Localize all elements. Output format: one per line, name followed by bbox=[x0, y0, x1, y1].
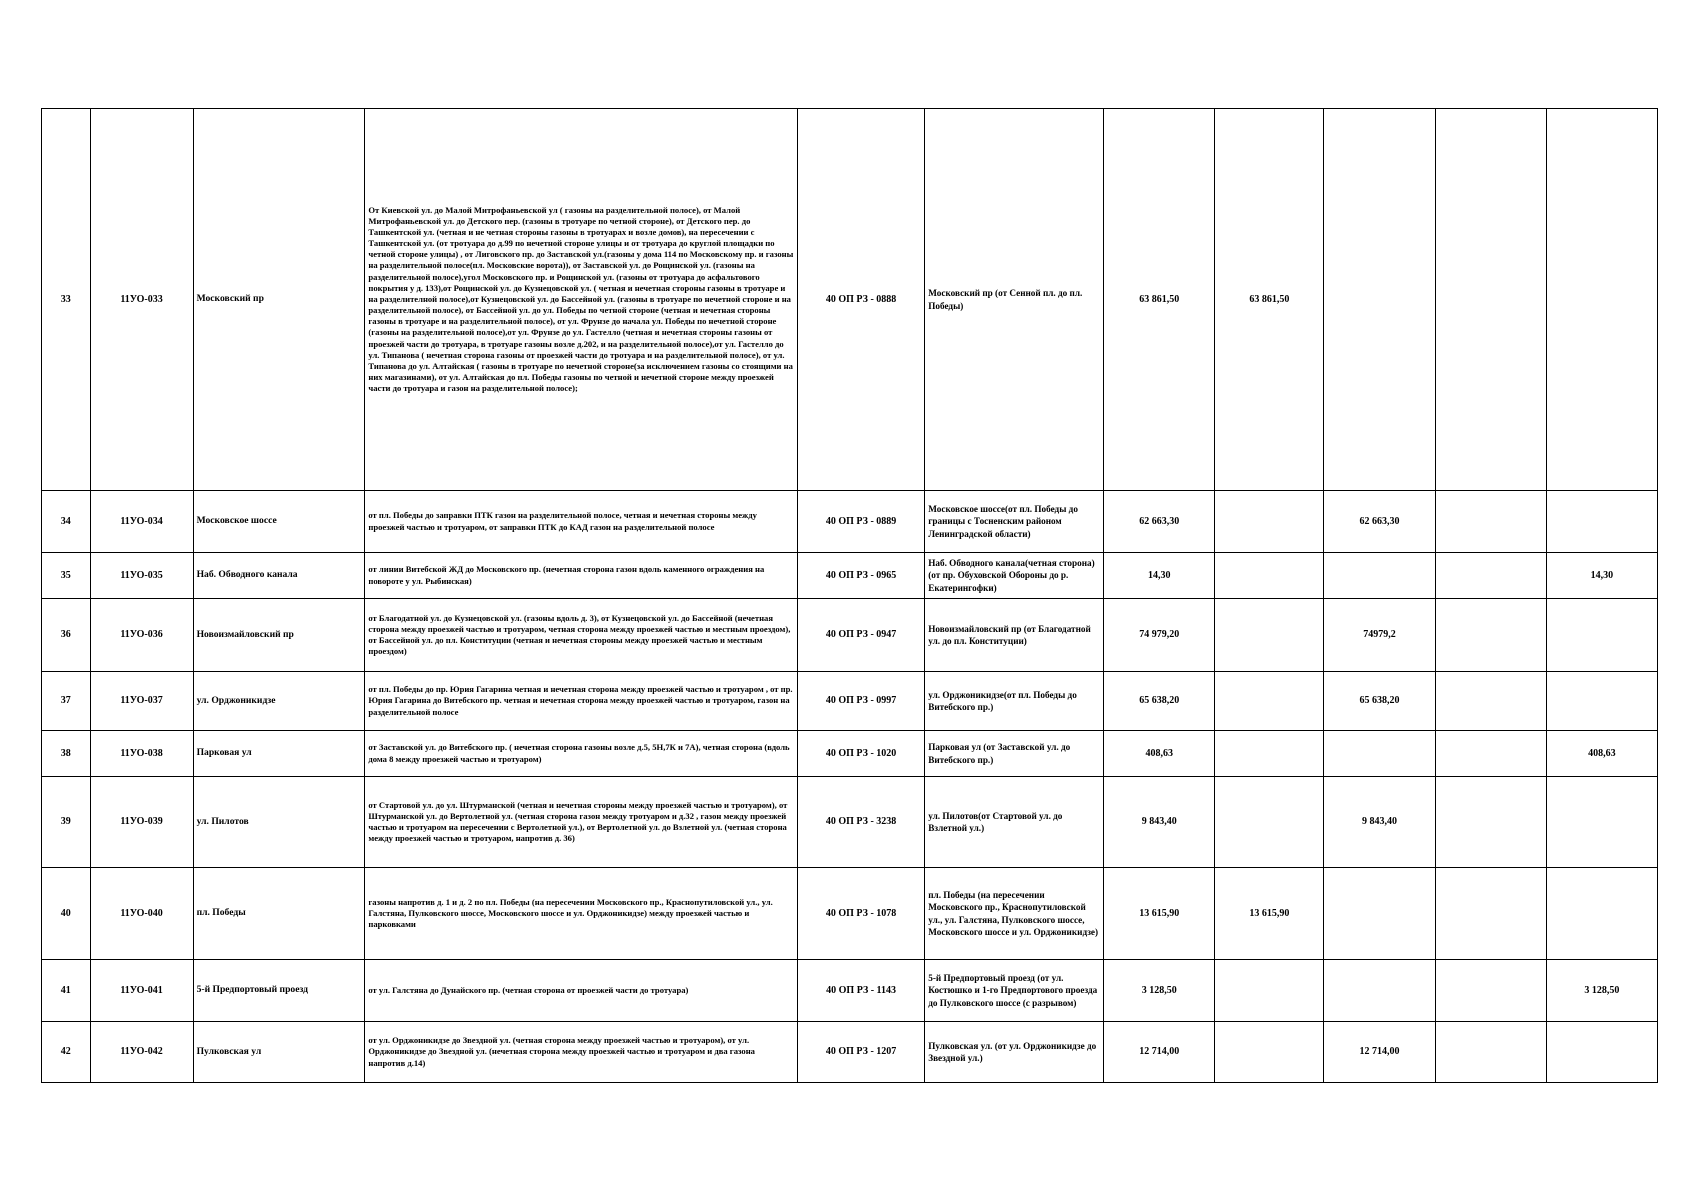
area-col-9 bbox=[1215, 960, 1324, 1022]
area-total: 3 128,50 bbox=[1104, 960, 1215, 1022]
object-code: 11УО-039 bbox=[90, 777, 193, 868]
table-row bbox=[42, 731, 1658, 777]
area-col-11 bbox=[1435, 491, 1546, 553]
row-number: 35 bbox=[42, 553, 91, 599]
area-col-11 bbox=[1435, 777, 1546, 868]
table-body bbox=[42, 109, 1658, 1083]
street-name: Наб. Обводного канала bbox=[193, 553, 365, 599]
green-area-description: от Благодатной ул. до Кузнецовской ул. (газоны вдоль д. 3), от Кузнецовской ул. до Бассейной (нечетная сторона между проезжей частью и тротуаром, четная сторона между проезжей частью и местным проездом), от Бассейной ул. до пл. Конституции (четная и нечетная стороны между проезжей частью и местным проездом) bbox=[365, 599, 798, 672]
row-number: 34 bbox=[42, 491, 91, 553]
area-col-11 bbox=[1435, 553, 1546, 599]
green-area-description: газоны напротив д. 1 и д. 2 по пл. Победы (на пересечении Московского пр., Краснопутиловской ул., ул. Галстяна, Пулковского шоссе, Московского шоссе и ул. Орджоникидзе) между проезжей частью и парковками bbox=[365, 868, 798, 960]
table-row bbox=[42, 599, 1658, 672]
green-area-description: от пл. Победы до пр. Юрия Гагарина четная и нечетная сторона между проезжей частью и тротуаром , от пр. Юрия Гагарина до Витебского пр. четная и нечетная сторона между проезжей частью и тротуаром, газон на разделительной полосе bbox=[365, 672, 798, 731]
area-total: 9 843,40 bbox=[1104, 777, 1215, 868]
street-name: ул. Орджоникидзе bbox=[193, 672, 365, 731]
area-col-12 bbox=[1546, 491, 1657, 553]
area-col-10: 12 714,00 bbox=[1324, 1022, 1435, 1083]
green-area-description: от ул. Орджоникидзе до Звездной ул. (четная сторона между проезжей частью и тротуаром), от ул. Орджоникидзе до Звездной ул. (нечетная сторона между проезжей частью и тротуаром и два газона напротив д.14) bbox=[365, 1022, 798, 1083]
area-total: 12 714,00 bbox=[1104, 1022, 1215, 1083]
green-area-description: от Стартовой ул. до ул. Штурманской (четная и нечетная стороны между проезжей частью и тротуаром), от Штурманской ул. до Вертолетной ул. (четная сторона газон между тротуаром и д.32 , газон между проезжей частью и тротуаром на пересечении с Вертолетной ул.), от Вертолетной ул. до Взлетной ул. (четная сторона между проезжей частью и тротуаром, напротив д. 36) bbox=[365, 777, 798, 868]
road-section: ул. Пилотов(от Стартовой ул. до Взлетной ул.) bbox=[925, 777, 1104, 868]
object-code: 11УО-037 bbox=[90, 672, 193, 731]
area-col-12 bbox=[1546, 599, 1657, 672]
area-col-9 bbox=[1215, 491, 1324, 553]
road-section: ул. Орджоникидзе(от пл. Победы до Витебского пр.) bbox=[925, 672, 1104, 731]
area-col-10 bbox=[1324, 868, 1435, 960]
area-col-10: 9 843,40 bbox=[1324, 777, 1435, 868]
table-row bbox=[42, 868, 1658, 960]
street-name: Новоизмайловский пр bbox=[193, 599, 365, 672]
object-code: 11УО-040 bbox=[90, 868, 193, 960]
road-registry-code: 40 ОП РЗ - 0888 bbox=[797, 109, 924, 491]
object-code: 11УО-041 bbox=[90, 960, 193, 1022]
area-col-9 bbox=[1215, 731, 1324, 777]
table-row bbox=[42, 960, 1658, 1022]
area-total: 74 979,20 bbox=[1104, 599, 1215, 672]
green-area-description: от Заставской ул. до Витебского пр. ( нечетная сторона газоны возле д.5, 5Н,7К и 7А), четная сторона (вдоль дома 8 между проезжей частью и тротуаром) bbox=[365, 731, 798, 777]
row-number: 41 bbox=[42, 960, 91, 1022]
road-registry-code: 40 ОП РЗ - 0997 bbox=[797, 672, 924, 731]
street-name: 5-й Предпортовый проезд bbox=[193, 960, 365, 1022]
road-section: Новоизмайловский пр (от Благодатной ул. до пл. Конституции) bbox=[925, 599, 1104, 672]
street-name: Парковая ул bbox=[193, 731, 365, 777]
green-area-description: от линии Витебской ЖД до Московского пр. (нечетная сторона газон вдоль каменного ограждения на повороте у ул. Рыбинская) bbox=[365, 553, 798, 599]
area-col-10: 62 663,30 bbox=[1324, 491, 1435, 553]
row-number: 38 bbox=[42, 731, 91, 777]
area-col-11 bbox=[1435, 672, 1546, 731]
area-col-10 bbox=[1324, 960, 1435, 1022]
area-col-12 bbox=[1546, 672, 1657, 731]
road-section: Парковая ул (от Заставской ул. до Витебского пр.) bbox=[925, 731, 1104, 777]
area-col-10 bbox=[1324, 731, 1435, 777]
area-col-9: 63 861,50 bbox=[1215, 109, 1324, 491]
area-total: 63 861,50 bbox=[1104, 109, 1215, 491]
road-section: Пулковская ул. (от ул. Орджоникидзе до Звездной ул.) bbox=[925, 1022, 1104, 1083]
road-registry-code: 40 ОП РЗ - 1078 bbox=[797, 868, 924, 960]
road-section: пл. Победы (на пересечении Московского пр., Краснопутиловской ул., ул. Галстяна, Пулковского шоссе, Московского шоссе и ул. Орджоникидзе) bbox=[925, 868, 1104, 960]
table-row bbox=[42, 109, 1658, 491]
area-total: 65 638,20 bbox=[1104, 672, 1215, 731]
area-col-11 bbox=[1435, 960, 1546, 1022]
road-section: 5-й Предпортовый проезд (от ул. Костюшко и 1-го Предпортового проезда до Пулковского шоссе (с разрывом) bbox=[925, 960, 1104, 1022]
area-col-9 bbox=[1215, 777, 1324, 868]
street-name: Московский пр bbox=[193, 109, 365, 491]
area-col-11 bbox=[1435, 868, 1546, 960]
road-registry-code: 40 ОП РЗ - 3238 bbox=[797, 777, 924, 868]
road-registry-code: 40 ОП РЗ - 0947 bbox=[797, 599, 924, 672]
area-col-11 bbox=[1435, 109, 1546, 491]
area-col-12 bbox=[1546, 1022, 1657, 1083]
area-total: 62 663,30 bbox=[1104, 491, 1215, 553]
object-code: 11УО-036 bbox=[90, 599, 193, 672]
area-col-9 bbox=[1215, 1022, 1324, 1083]
street-name: пл. Победы bbox=[193, 868, 365, 960]
area-col-10: 65 638,20 bbox=[1324, 672, 1435, 731]
road-section: Наб. Обводного канала(четная сторона) (от пр. Обуховской Обороны до р. Екатерингофки) bbox=[925, 553, 1104, 599]
area-col-12 bbox=[1546, 109, 1657, 491]
area-col-9: 13 615,90 bbox=[1215, 868, 1324, 960]
street-name: Пулковская ул bbox=[193, 1022, 365, 1083]
area-total: 14,30 bbox=[1104, 553, 1215, 599]
area-col-12: 3 128,50 bbox=[1546, 960, 1657, 1022]
area-col-12: 14,30 bbox=[1546, 553, 1657, 599]
row-number: 37 bbox=[42, 672, 91, 731]
area-col-11 bbox=[1435, 599, 1546, 672]
green-area-description: от ул. Галстяна до Дунайского пр. (четная сторона от проезжей части до тротуара) bbox=[365, 960, 798, 1022]
object-code: 11УО-035 bbox=[90, 553, 193, 599]
road-registry-code: 40 ОП РЗ - 1143 bbox=[797, 960, 924, 1022]
table-row bbox=[42, 553, 1658, 599]
road-registry-code: 40 ОП РЗ - 1207 bbox=[797, 1022, 924, 1083]
object-code: 11УО-033 bbox=[90, 109, 193, 491]
area-total: 13 615,90 bbox=[1104, 868, 1215, 960]
row-number: 36 bbox=[42, 599, 91, 672]
object-code: 11УО-038 bbox=[90, 731, 193, 777]
area-col-12: 408,63 bbox=[1546, 731, 1657, 777]
object-code: 11УО-042 bbox=[90, 1022, 193, 1083]
row-number: 39 bbox=[42, 777, 91, 868]
object-code: 11УО-034 bbox=[90, 491, 193, 553]
area-col-10 bbox=[1324, 109, 1435, 491]
table-row bbox=[42, 491, 1658, 553]
green-area-description: от пл. Победы до заправки ПТК газон на разделительной полосе, четная и нечетная стороны между проезжей частью и тротуаром, от заправки ПТК до КАД газон на разделительной полосе bbox=[365, 491, 798, 553]
table-row bbox=[42, 1022, 1658, 1083]
road-registry-code: 40 ОП РЗ - 0889 bbox=[797, 491, 924, 553]
area-col-10 bbox=[1324, 553, 1435, 599]
street-name: Московское шоссе bbox=[193, 491, 365, 553]
road-section: Московский пр (от Сенной пл. до пл. Победы) bbox=[925, 109, 1104, 491]
area-col-9 bbox=[1215, 553, 1324, 599]
area-col-11 bbox=[1435, 731, 1546, 777]
area-col-12 bbox=[1546, 777, 1657, 868]
green-area-description: От Киевской ул. до Малой Митрофаньевской ул ( газоны на разделительной полосе), от Малой Митрофаньевской ул. до Детского пер. (газоны в тротуаре по четной стороне), от Детского пер. до Ташкентской ул. (четная и не четная стороны газоны в тротуарах и возле домов), на пересечении с Ташкентской ул. (от тротуара до д.99 по нечетной стороне улицы и от тротуара до круглой площадки по четной стороне улицы) , от Лиговского пр. до Заставской ул.(газоны у дома 114 по Московскому пр. и газоны на разделительной полосе(пл. Московские ворота)), от Заставской ул. до Рощинской ул. (газоны на разделительной полосе),угол Московского пр. и Рощинской ул. (газоны от тротуара до асфальтового покрытия у д. 133),от Рощинской ул. до Кузнецовской ул. ( четная и нечетная стороны газоны в тротуаре и на разделителной полосе),от Кузнецовской ул. до Бассейной ул. (газоны в тротуаре по нечетной стороне и на разделительной полосе), от Бассейной ул. до ул. Победы по четной стороне (четная и нечетная стороны газоны в тротуаре и на разделительной полосе), от ул. Фрунзе до начала ул. Победы по нечетной стороне (газоны на разделительной полосе),от ул. Фрунзе до ул. Гастелло (четная и нечетная стороны газоны от проезжей части до тротуара, в тротуаре газоны возле д.202, и на разделительной полосе),от ул. Гастелло до ул. Типанова ( нечетная сторона газоны от проезжей части до тротуара и на разделительной полосе), от ул. Типанова до ул. Алтайская ( газоны в тротуаре по нечетной стороне(за исключением газоны со стоящими на них магазинами), от ул. Алтайская до пл. Победы газоны по четной и нечетной стороне между проезжей части до тротуара и газон на разделительной полосе); bbox=[365, 109, 798, 491]
area-col-10: 74979,2 bbox=[1324, 599, 1435, 672]
road-registry-code: 40 ОП РЗ - 0965 bbox=[797, 553, 924, 599]
area-total: 408,63 bbox=[1104, 731, 1215, 777]
area-col-9 bbox=[1215, 672, 1324, 731]
area-col-11 bbox=[1435, 1022, 1546, 1083]
registry-table bbox=[41, 108, 1658, 1083]
street-name: ул. Пилотов bbox=[193, 777, 365, 868]
area-col-9 bbox=[1215, 599, 1324, 672]
table-row bbox=[42, 672, 1658, 731]
row-number: 42 bbox=[42, 1022, 91, 1083]
area-col-12 bbox=[1546, 868, 1657, 960]
road-registry-code: 40 ОП РЗ - 1020 bbox=[797, 731, 924, 777]
row-number: 40 bbox=[42, 868, 91, 960]
row-number: 33 bbox=[42, 109, 91, 491]
road-section: Московское шоссе(от пл. Победы до границы с Тосненским районом Ленинградской области) bbox=[925, 491, 1104, 553]
table-row bbox=[42, 777, 1658, 868]
